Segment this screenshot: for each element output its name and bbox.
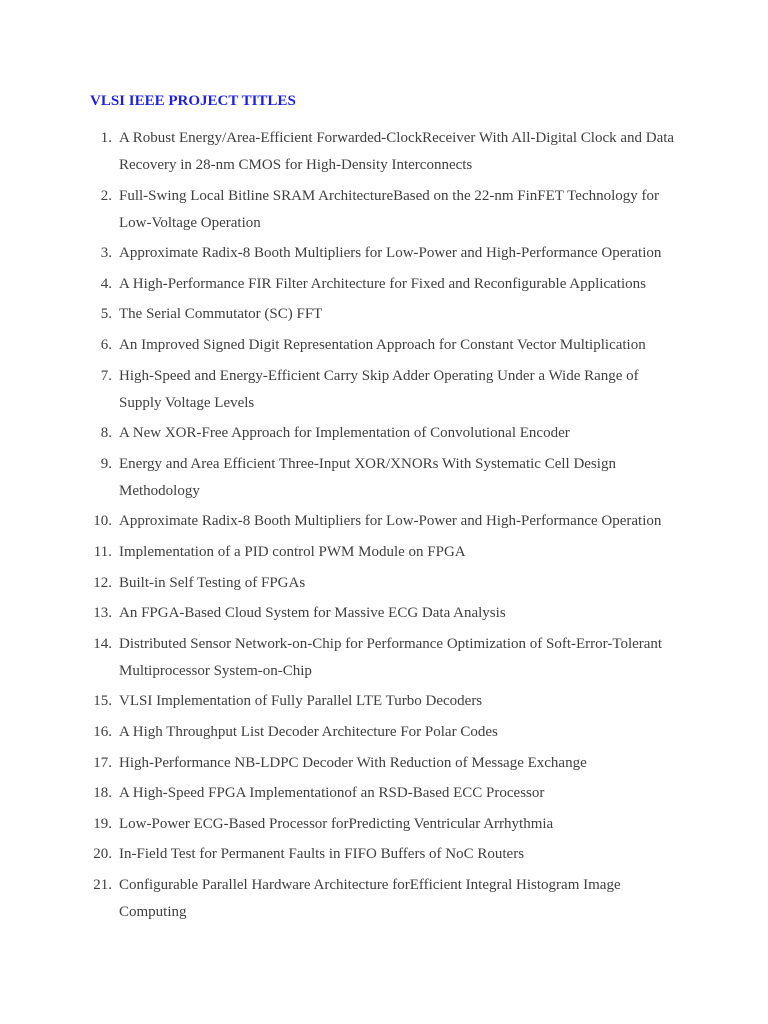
list-item-number: 11. bbox=[93, 543, 112, 560]
list-item bbox=[90, 125, 680, 179]
list-item-number: 12. bbox=[93, 574, 112, 591]
list-item bbox=[90, 841, 680, 868]
list-item bbox=[90, 508, 680, 535]
list-item bbox=[90, 301, 680, 328]
list-item bbox=[90, 872, 680, 926]
list-item-number: 19. bbox=[93, 815, 112, 832]
list-item-text: Implementation of a PID control PWM Module on FPGA bbox=[119, 543, 466, 560]
list-item bbox=[90, 183, 680, 237]
project-title-list bbox=[90, 125, 680, 929]
list-item bbox=[90, 688, 680, 715]
list-item-number: 4. bbox=[100, 275, 112, 292]
list-item bbox=[90, 750, 680, 777]
list-item-text: An FPGA-Based Cloud System for Massive ECG Data Analysis bbox=[119, 605, 506, 622]
list-item-number: 8. bbox=[100, 425, 112, 442]
list-item bbox=[90, 420, 680, 447]
list-item-number: 10. bbox=[93, 513, 112, 530]
list-item-text: Approximate Radix-8 Booth Multipliers for Low-Power and High-Performance Operation bbox=[119, 513, 662, 530]
list-item bbox=[90, 631, 680, 685]
list-item-text: Distributed Sensor Network-on-Chip for Performance Optimization of Soft-Error-Tolerant Multiprocessor System-on-Chip bbox=[119, 635, 663, 679]
list-item bbox=[90, 780, 680, 807]
list-item-number: 17. bbox=[93, 754, 112, 771]
list-item-text: Energy and Area Efficient Three-Input XOR/XNORs With Systematic Cell Design Methodology bbox=[119, 455, 616, 499]
list-item-text: High-Speed and Energy-Efficient Carry Skip Adder Operating Under a Wide Range of Supply Voltage Levels bbox=[119, 367, 639, 411]
list-item-text: Full-Swing Local Bitline SRAM ArchitectureBased on the 22-nm FinFET Technology for Low-Voltage Operation bbox=[119, 187, 660, 231]
list-item-number: 15. bbox=[93, 693, 112, 710]
list-item bbox=[90, 363, 680, 417]
list-item bbox=[90, 240, 680, 267]
list-item bbox=[90, 271, 680, 298]
list-item-number: 3. bbox=[100, 245, 112, 262]
list-item-text: Low-Power ECG-Based Processor forPredicting Ventricular Arrhythmia bbox=[119, 815, 554, 832]
list-item-text: An Improved Signed Digit Representation Approach for Constant Vector Multiplication bbox=[119, 336, 646, 353]
list-item bbox=[90, 811, 680, 838]
list-item bbox=[90, 539, 680, 566]
list-item-text: A New XOR-Free Approach for Implementation of Convolutional Encoder bbox=[119, 425, 570, 442]
list-item-text: Approximate Radix-8 Booth Multipliers for Low-Power and High-Performance Operation bbox=[119, 245, 662, 262]
list-item-number: 20. bbox=[93, 846, 112, 863]
list-item-number: 14. bbox=[93, 635, 112, 652]
list-item-number: 1. bbox=[100, 130, 112, 146]
list-item-number: 9. bbox=[100, 455, 112, 472]
list-item-text: A Robust Energy/Area-Efficient Forwarded-ClockReceiver With All-Digital Clock and Data Recovery in 28-nm CMOS for High-Density Interconnects bbox=[119, 130, 675, 173]
page-title: VLSI IEEE PROJECT TITLES bbox=[90, 93, 296, 109]
list-item-number: 7. bbox=[100, 367, 112, 384]
list-item-text: Built-in Self Testing of FPGAs bbox=[119, 574, 306, 591]
list-item-number: 21. bbox=[93, 876, 112, 893]
list-item-text: A High-Performance FIR Filter Architecture for Fixed and Reconfigurable Applications bbox=[119, 275, 646, 292]
list-item-number: 16. bbox=[93, 723, 112, 740]
list-item-number: 13. bbox=[93, 605, 112, 622]
list-item-text: Configurable Parallel Hardware Architecture forEfficient Integral Histogram Image Computing bbox=[119, 876, 621, 920]
list-item-number: 2. bbox=[100, 187, 112, 204]
list-item-text: In-Field Test for Permanent Faults in FIFO Buffers of NoC Routers bbox=[119, 846, 525, 863]
list-item bbox=[90, 600, 680, 627]
list-item-number: 5. bbox=[100, 306, 112, 323]
list-item-number: 6. bbox=[100, 336, 112, 353]
list-item-text: A High Throughput List Decoder Architecture For Polar Codes bbox=[119, 723, 498, 740]
list-item-number: 18. bbox=[93, 785, 112, 802]
list-item bbox=[90, 451, 680, 505]
list-item bbox=[90, 570, 680, 597]
list-item bbox=[90, 332, 680, 359]
list-item-text: VLSI Implementation of Fully Parallel LTE Turbo Decoders bbox=[119, 693, 483, 710]
list-item-text: High-Performance NB-LDPC Decoder With Reduction of Message Exchange bbox=[119, 754, 587, 771]
list-item-text: A High-Speed FPGA Implementationof an RSD-Based ECC Processor bbox=[119, 785, 545, 802]
list-item bbox=[90, 719, 680, 746]
list-item-text: The Serial Commutator (SC) FFT bbox=[119, 306, 323, 323]
